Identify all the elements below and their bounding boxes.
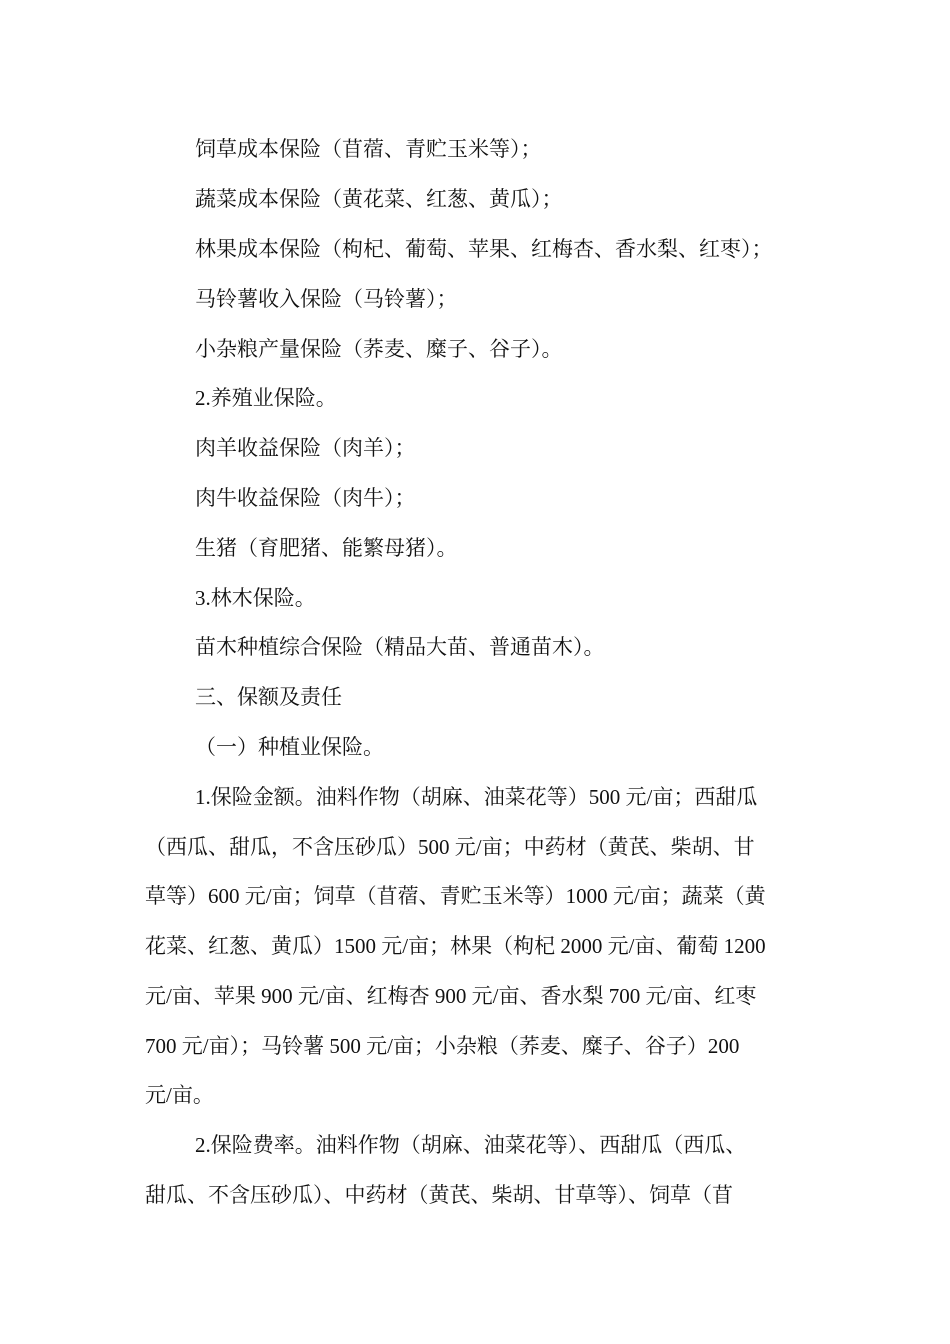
paragraph-vegetable-insurance: 蔬菜成本保险（黄花菜、红葱、黄瓜）； xyxy=(195,187,563,211)
paragraph-grain-insurance: 小杂粮产量保险（荞麦、糜子、谷子）。 xyxy=(195,337,563,361)
insured-amount-line-3: 草等）600 元/亩；饲草（苜蓿、青贮玉米等）1000 元/亩；蔬菜（黄 xyxy=(145,884,766,908)
heading-forestry-insurance: 3.林木保险。 xyxy=(195,586,316,610)
paragraph-potato-insurance: 马铃薯收入保险（马铃薯）； xyxy=(195,287,458,311)
paragraph-pig-insurance: 生猪（育肥猪、能繁母猪）。 xyxy=(195,536,458,560)
heading-livestock-insurance: 2.养殖业保险。 xyxy=(195,386,337,410)
insured-amount-line-7: 元/亩。 xyxy=(145,1083,214,1107)
paragraph-fruit-insurance: 林果成本保险（枸杞、葡萄、苹果、红梅杏、香水梨、红枣）； xyxy=(195,237,773,261)
insured-amount-line-2: （西瓜、甜瓜，不含压砂瓜）500 元/亩；中药材（黄芪、柴胡、甘 xyxy=(145,835,755,859)
paragraph-seedling-insurance: 苗木种植综合保险（精品大苗、普通苗木）。 xyxy=(195,635,605,659)
insured-amount-line-6: 700 元/亩）；马铃薯 500 元/亩；小杂粮（荞麦、糜子、谷子）200 xyxy=(145,1034,740,1058)
premium-rate-line-2: 甜瓜、不含压砂瓜）、中药材（黄芪、柴胡、甘草等）、饲草（苜 xyxy=(145,1183,733,1207)
heading-section-three: 三、保额及责任 xyxy=(195,685,342,709)
insured-amount-line-5: 元/亩、苹果 900 元/亩、红梅杏 900 元/亩、香水梨 700 元/亩、红枣 xyxy=(145,984,757,1008)
premium-rate-line-1: 2.保险费率。油料作物（胡麻、油菜花等）、西甜瓜（西瓜、 xyxy=(195,1133,747,1157)
insured-amount-line-4: 花菜、红葱、黄瓜）1500 元/亩；林果（枸杞 2000 元/亩、葡萄 1200 xyxy=(145,934,766,958)
insured-amount-line-1: 1.保险金额。油料作物（胡麻、油菜花等）500 元/亩；西甜瓜 xyxy=(195,785,758,809)
paragraph-forage-insurance: 饲草成本保险（苜蓿、青贮玉米等）； xyxy=(195,137,542,161)
paragraph-cattle-insurance: 肉牛收益保险（肉牛）； xyxy=(195,486,416,510)
heading-planting-insurance: （一）种植业保险。 xyxy=(195,735,384,759)
paragraph-sheep-insurance: 肉羊收益保险（肉羊）； xyxy=(195,436,416,460)
